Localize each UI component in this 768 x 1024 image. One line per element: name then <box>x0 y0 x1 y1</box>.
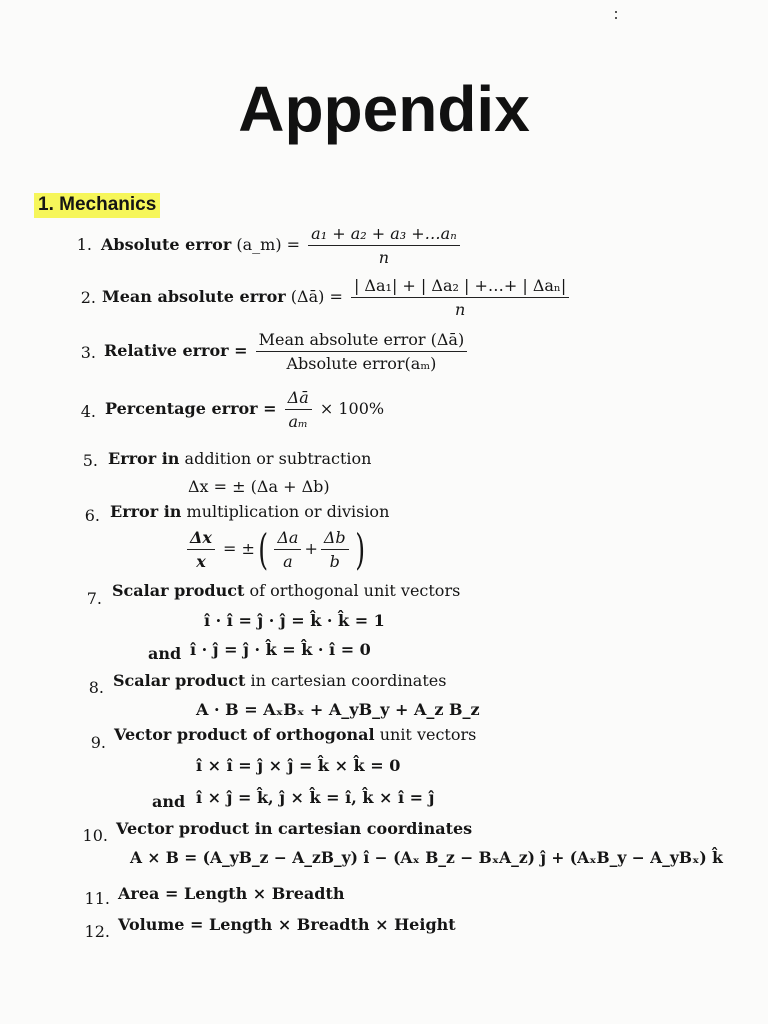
item-6-heading: Error in multiplication or division <box>110 502 390 521</box>
item-number: 5. <box>82 451 98 470</box>
item-number: 10. <box>82 826 108 845</box>
item-number: 8. <box>88 678 104 697</box>
item-number: 12. <box>84 922 110 941</box>
item-7-heading: Scalar product of orthogonal unit vectors <box>112 581 461 600</box>
item-number: 9. <box>90 733 106 752</box>
formula-vector-cartesian: A × B = (A_yB_z − A_zB_y) î − (Aₓ B_z − BₓA_z) ĵ + (AₓB_y − A_yBₓ) k̂ <box>130 848 723 867</box>
formula-relative-error: Relative error = $\frac{\text{Mean absolute error (Δā)}}{\text{Absolute error(aₘ)}}$ <box>104 330 470 373</box>
formula-vector-unit-1: î × î = ĵ × ĵ = k̂ × k̂ = 0 <box>196 756 401 775</box>
item-number: 7. <box>86 589 102 608</box>
formula-error-multiplication: $\frac{\Delta x}{x}$ = ±( $\frac{\Delta a}{a}$ + $\frac{\Delta b}{b}$ ) <box>184 525 368 574</box>
item-5-heading: Error in addition or subtraction <box>108 449 372 468</box>
item-10-heading: Vector product in cartesian coordinates <box>116 819 473 838</box>
formula-percentage-error: Percentage error = $\frac{\Delta ā}{\text{aₘ}}$ × 100% <box>105 388 385 431</box>
item-number: 2. <box>80 288 96 307</box>
formula-scalar-unit-1: î · î = ĵ · ĵ = k̂ · k̂ = 1 <box>204 611 385 630</box>
speck-1 <box>615 11 617 13</box>
item-number: 3. <box>80 343 96 362</box>
formula-scalar-cartesian: A · B = AₓBₓ + A_yB_y + A_z B_z <box>196 700 480 719</box>
item-number: 6. <box>84 506 100 525</box>
section-heading: 1. Mechanics <box>34 193 160 218</box>
area-formula: Area = Length × Breadth <box>118 884 345 903</box>
volume-formula: Volume = Length × Breadth × Height <box>118 915 456 934</box>
formula-scalar-unit-2: î · ĵ = ĵ · k̂ = k̂ · î = 0 <box>190 640 371 659</box>
item-8-heading: Scalar product in cartesian coordinates <box>113 671 447 690</box>
item-9-heading: Vector product of orthogonal unit vectors <box>114 725 477 744</box>
formula-error-addition: Δx = ± (Δa + Δb) <box>188 477 330 496</box>
item-number: 1. <box>76 235 92 254</box>
formula-mean-absolute-error: Mean absolute error (Δā) = $\frac{\text{| Δa₁| + | Δa₂ | +…+ | Δaₙ|}}{n}$ <box>102 276 572 319</box>
page-title: Appendix <box>238 73 530 145</box>
item-number: 4. <box>80 402 96 421</box>
formula-absolute-error: Absolute error (a_m) = $\frac{\text{a₁ + a₂ + a₃ +…aₙ}}{n}$ <box>101 224 463 267</box>
and-label: and <box>152 792 186 811</box>
speck-2 <box>615 17 617 19</box>
and-label: and <box>148 644 182 663</box>
formula-vector-unit-2: î × ĵ = k̂, ĵ × k̂ = î, k̂ × î = ĵ <box>196 788 435 807</box>
item-number: 11. <box>84 889 110 908</box>
